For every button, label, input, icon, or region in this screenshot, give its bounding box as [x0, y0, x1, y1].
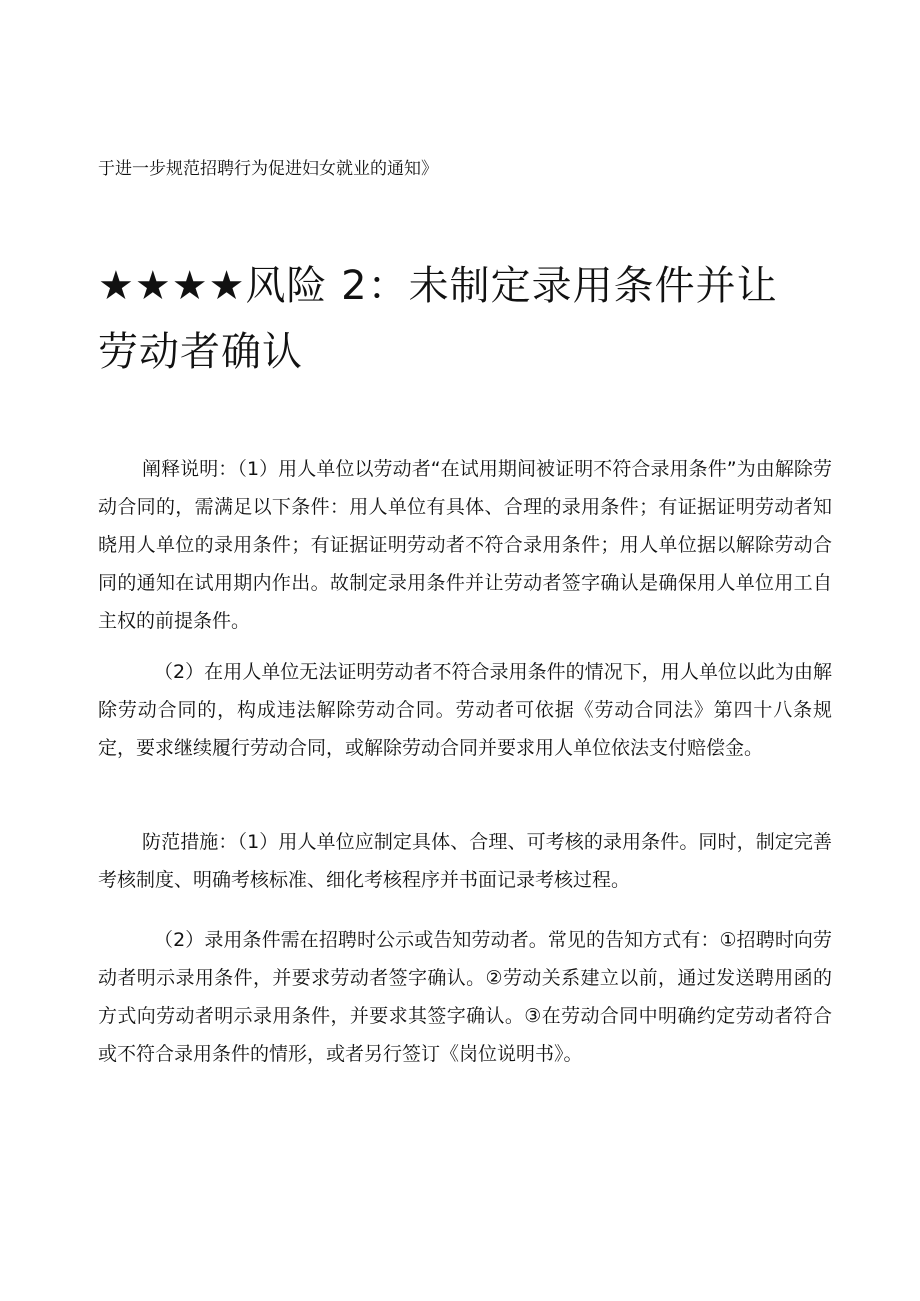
paragraph-prevention-1: 防范措施：（1）用人单位应制定具体、合理、可考核的录用条件。同时，制定完善考核制度、明确考核标准、细化考核程序并书面记录考核过程。 [98, 831, 832, 891]
paragraph-explanation-2: （2）在用人单位无法证明劳动者不符合录用条件的情况下，用人单位以此为由解除劳动合同的，构成违法解除劳动合同。劳动者可依据《劳动合同法》第四十八条规定，要求继续履行劳动合同，或解除劳动合同并要求用人单位依法支付赔偿金。 [98, 661, 832, 759]
section-heading: ★★★★风险 2：未制定录用条件并让劳动者确认 [98, 263, 778, 375]
paragraph-explanation-1: 阐释说明：（1）用人单位以劳动者“在试用期间被证明不符合录用条件”为由解除劳动合同的，需满足以下条件：用人单位有具体、合理的录用条件；有证据证明劳动者知晓用人单位的录用条件；有证据证明劳动者不符合录用条件；用人单位据以解除劳动合同的通知在试用期内作出。故制定录用条件并让劳动者签字确认是确保用人单位用工自主权的前提条件。 [98, 458, 832, 632]
continuation-line: 于进一步规范招聘行为促进妇女就业的通知》 [98, 159, 438, 179]
paragraph-prevention-2: （2）录用条件需在招聘时公示或告知劳动者。常见的告知方式有：①招聘时向劳动者明示录用条件，并要求劳动者签字确认。②劳动关系建立以前，通过发送聘用函的方式向劳动者明示录用条件，并要求其签字确认。③在劳动合同中明确约定劳动者符合或不符合录用条件的情形，或者另行签订《岗位说明书》。 [98, 929, 832, 1065]
